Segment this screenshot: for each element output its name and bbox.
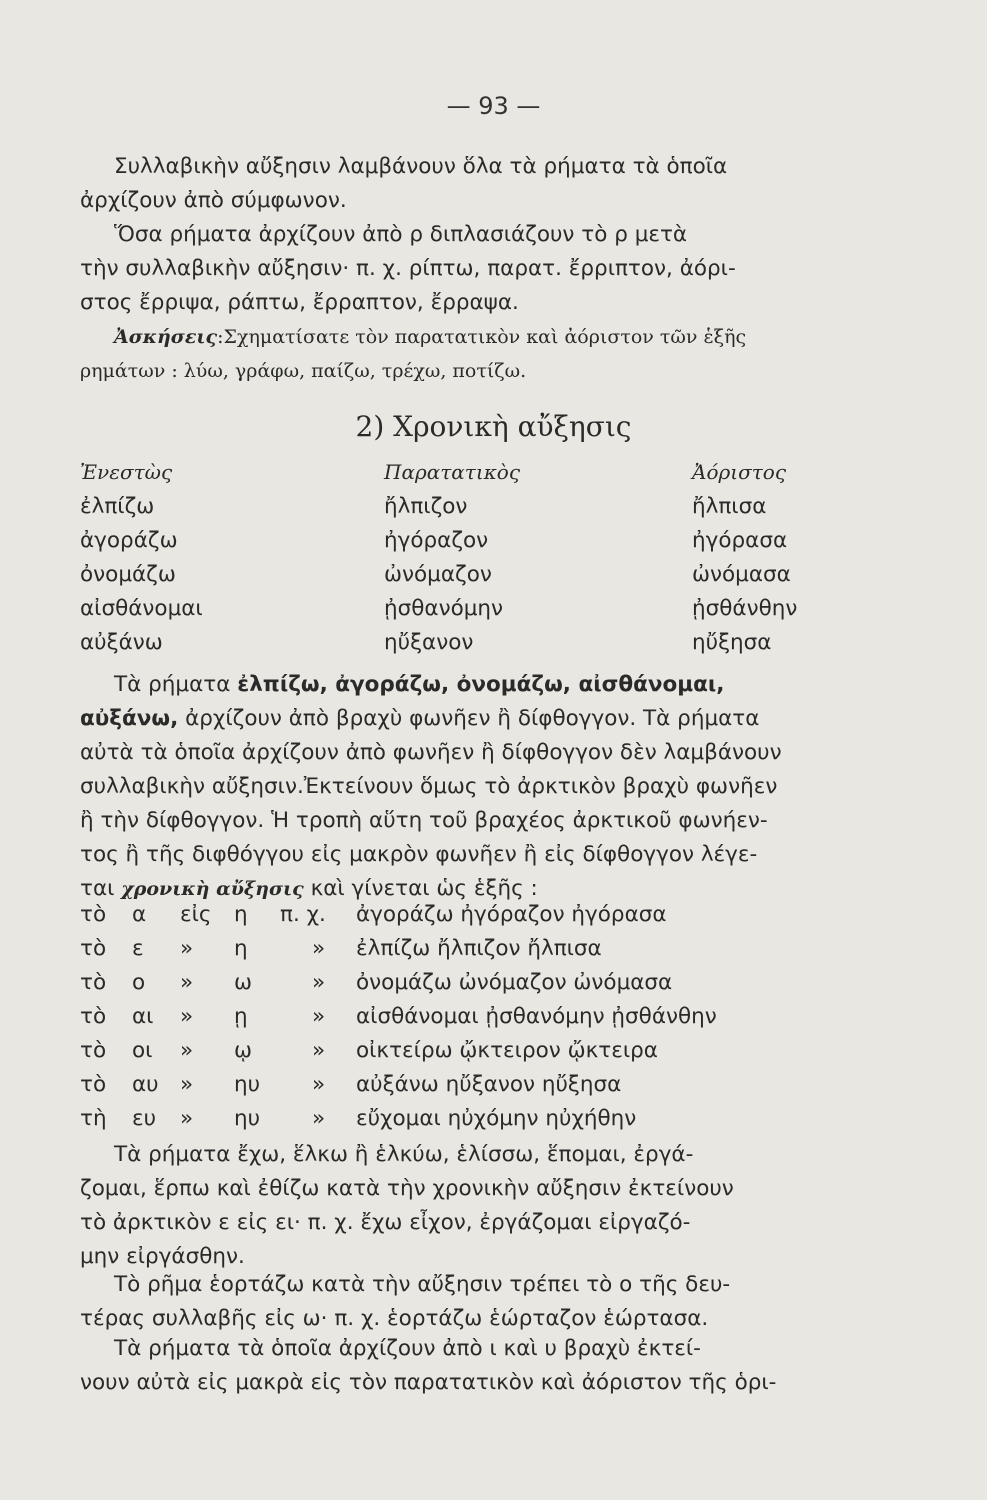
present-form: αὐξάνω <box>80 630 163 655</box>
from-vowel: ο <box>132 970 146 995</box>
para2-line: μην εἰργάσθην. <box>80 1244 245 1269</box>
to-word: » <box>180 936 194 961</box>
bold-verb: αὐξάνω, <box>80 706 179 731</box>
para3-line: Τὸ ρῆμα ἑορτάζω κατὰ τὴν αὔξησιν τρέπει τὸ ο τῆς δευ- <box>114 1272 731 1297</box>
to-vowel: η <box>234 936 248 961</box>
para1-line: αὐτὰ τὰ ὁποῖα ἀρχίζουν ἀπὸ φωνῆεν ἢ δίφθογγον δὲν λαμβάνουν <box>80 740 782 765</box>
example-forms: οἰκτείρω ᾤκτειρον ᾤκτειρα <box>356 1038 658 1063</box>
example-marker: » <box>312 1072 326 1097</box>
augment-rules-table <box>80 902 880 1140</box>
to-word: εἰς <box>180 902 212 927</box>
aorist-form: ὠνόμασα <box>692 562 791 587</box>
para1-line: ἢ τὴν δίφθογγον. Ἡ τροπὴ αὕτη τοῦ βραχέος ἀρκτικοῦ φωνήεν- <box>80 808 768 833</box>
example-forms: ἀγοράζω ἠγόραζον ἠγόρασα <box>356 902 667 927</box>
from-vowel: αυ <box>132 1072 159 1097</box>
imperfect-form: ἠγόραζον <box>384 528 489 553</box>
article: τὸ <box>80 936 107 961</box>
to-word: » <box>180 1106 194 1131</box>
conjugation-row <box>80 528 840 562</box>
aorist-form: ᾐσθάνθην <box>692 596 798 621</box>
example-forms: ἐλπίζω ἤλπιζον ἤλπισα <box>356 936 602 961</box>
text: ἀρχίζουν ἀπὸ βραχὺ φωνῆεν ἢ δίφθογγον. Τὰ ρήματα <box>185 706 760 731</box>
article: τὸ <box>80 970 107 995</box>
from-vowel: ε <box>132 936 144 961</box>
to-word: » <box>180 1004 194 1029</box>
from-vowel: οι <box>132 1038 153 1063</box>
text: καὶ γίνεται ὡς ἑξῆς : <box>310 876 538 901</box>
conjugation-row <box>80 494 840 528</box>
from-vowel: α <box>132 902 147 927</box>
aorist-form: ἠγόρασα <box>692 528 788 553</box>
header-present: Ἐνεστὼς <box>80 460 173 484</box>
text: ται <box>80 876 115 901</box>
para3-line: τέρας συλλαβῆς εἰς ω· π. χ. ἑορτάζω ἑώρταζον ἑώρτασα. <box>80 1306 709 1331</box>
exercise-line: ρημάτων : λύω, γράφω, παίζω, τρέχω, ποτίζω. <box>80 360 527 382</box>
example-forms: αἰσθάνομαι ᾐσθανόμην ᾐσθάνθην <box>356 1004 717 1029</box>
augment-rule-row <box>80 936 880 970</box>
text: Τὰ ρήματα <box>114 672 231 697</box>
para1-line <box>80 702 875 736</box>
article: τὸ <box>80 902 107 927</box>
present-form: ἐλπίζω <box>80 494 155 519</box>
intro-paragraphs <box>80 150 875 388</box>
augment-rule-row <box>80 1106 880 1140</box>
to-word: » <box>180 970 194 995</box>
paragraph-ei-augment <box>80 1138 875 1274</box>
example-forms: ὀνομάζω ὠνόμαζον ὠνόμασα <box>356 970 673 995</box>
present-form: ὀνομάζω <box>80 562 176 587</box>
imperfect-form: ᾐσθανόμην <box>384 596 504 621</box>
example-marker: » <box>312 1004 326 1029</box>
augment-rule-row <box>80 1004 880 1038</box>
para1-line: τος ἢ τῆς διφθόγγου εἰς μακρὸν φωνῆεν ἢ εἰς δίφθογγον λέγε- <box>80 842 758 867</box>
to-vowel: ηυ <box>234 1072 261 1097</box>
to-vowel: ῳ <box>234 1038 253 1063</box>
example-forms: εὔχομαι ηὐχόμην ηὐχήθην <box>356 1106 637 1131</box>
para2-line: τὸ ἀρκτικὸν ε εἰς ει· π. χ. ἔχω εἶχον, ἐργάζομαι εἰργαζό- <box>80 1210 691 1235</box>
conjugation-row <box>80 596 840 630</box>
article: τὸ <box>80 1038 107 1063</box>
example-forms: αὐξάνω ηὔξανον ηὔξησα <box>356 1072 622 1097</box>
para1-line <box>80 872 875 906</box>
to-vowel: ω <box>234 970 253 995</box>
augment-rule-row <box>80 902 880 936</box>
to-word: » <box>180 1072 194 1097</box>
augment-rule-row <box>80 1038 880 1072</box>
exercise-label: Ἀσκήσεις <box>114 326 218 348</box>
exercise-line <box>80 320 875 354</box>
paragraph-eortazo <box>80 1268 875 1336</box>
para2-line: Τὰ ρήματα ἔχω, ἕλκω ἢ ἑλκύω, ἑλίσσω, ἕπομαι, ἐργά- <box>114 1142 694 1167</box>
intro-line: ἀρχίζουν ἀπὸ σύμφωνον. <box>80 188 347 213</box>
example-marker: » <box>312 970 326 995</box>
intro-line: Ὅσα ρήματα ἀρχίζουν ἀπὸ ρ διπλασιάζουν τὸ ρ μετὰ <box>114 222 688 247</box>
example-marker: » <box>312 1038 326 1063</box>
page-number: — 93 — <box>446 92 541 120</box>
imperfect-form: ὠνόμαζον <box>384 562 492 587</box>
example-marker: » <box>312 1106 326 1131</box>
from-vowel: ευ <box>132 1106 157 1131</box>
paragraph-temporal-augment <box>80 668 875 906</box>
conjugation-header-row <box>80 460 840 494</box>
example-marker: π. χ. <box>280 902 326 927</box>
to-word: » <box>180 1038 194 1063</box>
header-aorist: Ἀόριστος <box>692 460 787 484</box>
conjugation-table <box>80 460 840 664</box>
to-vowel: ῃ <box>234 1004 248 1029</box>
intro-line: τὴν συλλαβικὴν αὔξησιν· π. χ. ρίπτω, παρατ. ἔρριπτον, ἀόρι- <box>80 256 736 281</box>
para1-line: συλλαβικὴν αὔξησιν.Ἐκτείνουν ὅμως τὸ ἀρκτικὸν βραχὺ φωνῆεν <box>80 774 778 799</box>
to-vowel: ηυ <box>234 1106 261 1131</box>
imperfect-form: ηὔξανον <box>384 630 474 655</box>
aorist-form: ηὔξησα <box>692 630 772 655</box>
term-temporal-augment: χρονικὴ αὔξησις <box>121 878 304 900</box>
para1-line <box>80 668 875 702</box>
imperfect-form: ἤλπιζον <box>384 494 468 519</box>
article: τὴ <box>80 1106 107 1131</box>
augment-rule-row <box>80 970 880 1004</box>
para4-line: Τὰ ρήματα τὰ ὁποῖα ἀρχίζουν ἀπὸ ι καὶ υ βραχὺ ἐκτεί- <box>114 1336 701 1361</box>
header-imperfect: Παρατατικὸς <box>384 460 521 484</box>
article: τὸ <box>80 1004 107 1029</box>
section-heading: 2) Χρονικὴ αὔξησις <box>355 410 632 443</box>
para2-line: ζομαι, ἕρπω καὶ ἐθίζω κατὰ τὴν χρονικὴν αὔξησιν ἐκτείνουν <box>80 1176 734 1201</box>
augment-rule-row <box>80 1072 880 1106</box>
bold-verbs: ἐλπίζω, ἀγοράζω, ὀνομάζω, αἰσθάνομαι, <box>237 672 725 697</box>
present-form: αἰσθάνομαι <box>80 596 203 621</box>
conjugation-row <box>80 562 840 596</box>
para4-line: νουν αὐτὰ εἰς μακρὰ εἰς τὸν παρατατικὸν καὶ ἀόριστον τῆς ὁρι- <box>80 1370 777 1395</box>
to-vowel: η <box>234 902 248 927</box>
from-vowel: αι <box>132 1004 154 1029</box>
present-form: ἀγοράζω <box>80 528 178 553</box>
aorist-form: ἤλπισα <box>692 494 767 519</box>
example-marker: » <box>312 936 326 961</box>
intro-line: Συλλαβικὴν αὔξησιν λαμβάνουν ὅλα τὰ ρήματα τὰ ὁποῖα <box>114 154 728 179</box>
intro-line: στος ἔρριψα, ράπτω, ἔρραπτον, ἔρραψα. <box>80 290 519 315</box>
conjugation-row <box>80 630 840 664</box>
article: τὸ <box>80 1072 107 1097</box>
paragraph-iota-upsilon <box>80 1332 875 1400</box>
exercise-text: :Σχηματίσατε τὸν παρατατικὸν καὶ ἀόριστον τῶν ἑξῆς <box>217 326 747 348</box>
